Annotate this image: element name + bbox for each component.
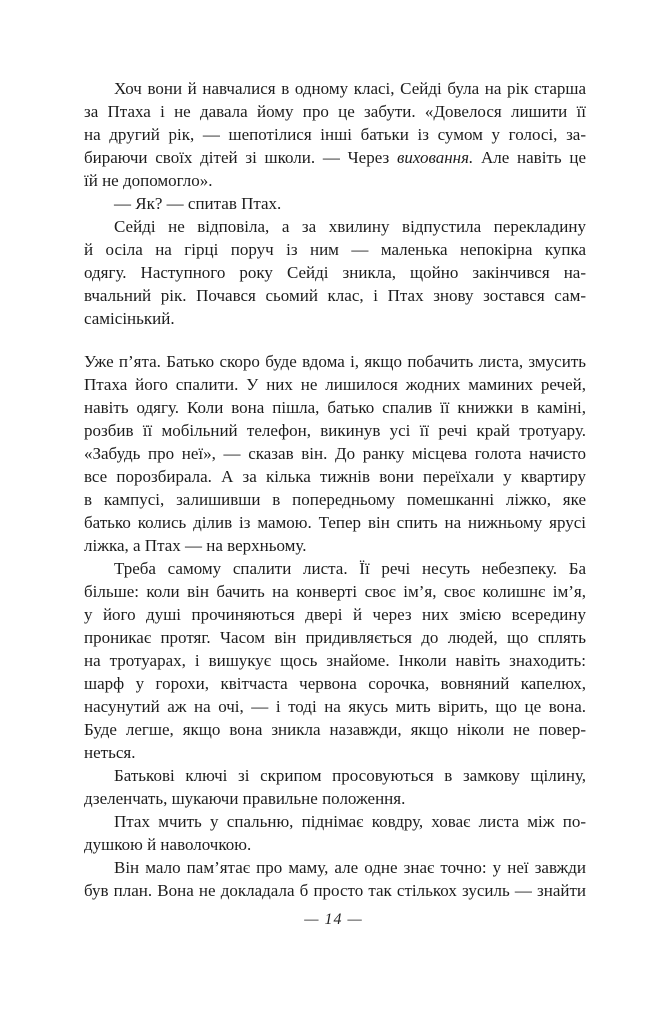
text-run: Він мало пам’ятає про маму, але одне знає точно: у неї завжди bbox=[114, 858, 586, 877]
text-run: Сейді не відповіла, а за хвилину відпустила перекладину bbox=[114, 217, 586, 236]
text-line bbox=[84, 307, 586, 330]
paragraph bbox=[84, 810, 586, 856]
text-run: Але навіть це bbox=[473, 148, 586, 167]
text-run: у його душі прочиняються двері й через них змією всередину bbox=[84, 605, 586, 624]
text-line bbox=[84, 580, 586, 603]
text-line bbox=[84, 695, 586, 718]
text-line bbox=[84, 396, 586, 419]
page-number: — 14 — bbox=[304, 911, 363, 928]
text-line bbox=[84, 261, 586, 284]
text-run: вчальний рік. Почався сьомий клас, і Птах знову зостався сам- bbox=[84, 286, 586, 305]
paragraph bbox=[84, 77, 586, 192]
text-run: Треба самому спалити листа. Її речі несуть небезпеку. Ба bbox=[114, 559, 586, 578]
text-run: дзеленчать, шукаючи правильне положення. bbox=[84, 789, 406, 808]
paragraph bbox=[84, 856, 586, 902]
text-run: неться. bbox=[84, 743, 136, 762]
text-run: насунутий аж на очі, — і тоді на якусь мить вірить, що це вона. bbox=[84, 697, 586, 716]
paragraph bbox=[84, 764, 586, 810]
text-line bbox=[84, 169, 586, 192]
text-line bbox=[84, 465, 586, 488]
text-run: «Забудь про неї», — сказав він. До ранку місцева голота начисто bbox=[84, 444, 586, 463]
text-run: й осіла на гірці поруч із ним — маленька непокірна купка bbox=[84, 240, 586, 259]
text-line bbox=[84, 373, 586, 396]
text-line bbox=[84, 350, 586, 373]
text-run: батько колись ділив із мамою. Тепер він спить на нижньому ярусі bbox=[84, 513, 586, 532]
text-run: Птах мчить у спальню, піднімає ковдру, ховає листа між по- bbox=[114, 812, 586, 831]
text-run: Хоч вони й навчалися в одному класі, Сейді була на рік старша bbox=[114, 79, 586, 98]
text-line bbox=[84, 123, 586, 146]
text-run: проникає протяг. Часом він придивляється до людей, що сплять bbox=[84, 628, 586, 647]
text-run: розбив її мобільний телефон, викинув усі її речі край тротуару. bbox=[84, 421, 586, 440]
text-line bbox=[84, 488, 586, 511]
text-run: бираючи своїх дітей зі школи. — Через bbox=[84, 148, 397, 167]
text-line bbox=[84, 442, 586, 465]
paragraph bbox=[84, 350, 586, 557]
text-run: був план. Вона не докладала б просто так стількох зусиль — знайти bbox=[84, 881, 586, 900]
text-run: навіть одягу. Коли вона пішла, батько спалив її книжки в каміні, bbox=[84, 398, 586, 417]
text-line bbox=[84, 787, 586, 810]
text-run: Батькові ключі зі скрипом просовуються в замкову щілину, bbox=[114, 766, 586, 785]
text-line bbox=[84, 718, 586, 741]
text-line bbox=[84, 238, 586, 261]
text-line bbox=[84, 100, 586, 123]
text-run: Уже п’ята. Батько скоро буде вдома і, якщо побачить листа, змусить bbox=[84, 352, 586, 371]
text-line bbox=[84, 764, 586, 787]
text-line bbox=[84, 672, 586, 695]
text-run: в кампусі, залишивши в попередньому помешканні ліжко, яке bbox=[84, 490, 586, 509]
text-line bbox=[84, 511, 586, 534]
text-run: їй не допомогло». bbox=[84, 171, 213, 190]
text-line bbox=[84, 77, 586, 100]
paragraph bbox=[84, 215, 586, 330]
italic-text: виховання. bbox=[396, 148, 474, 167]
text-run: самісінький. bbox=[84, 309, 175, 328]
text-line bbox=[84, 879, 586, 902]
text-line bbox=[84, 215, 586, 238]
text-run: за Птаха і не давала йому про це забути. «Довелося лишити її bbox=[84, 102, 586, 121]
text-run: на другий рік, — шепотілися інші батьки із сумом у голосі, за- bbox=[84, 125, 586, 144]
text-line bbox=[84, 603, 586, 626]
paragraph bbox=[84, 192, 586, 215]
text-run: Птаха його спалити. У них не лишилося жодних маминих речей, bbox=[84, 375, 586, 394]
text-run: Буде легше, якщо вона зникла назавжди, якщо ніколи не повер- bbox=[84, 720, 586, 739]
text-run: — Як? — спитав Птах. bbox=[114, 194, 282, 213]
text-run: душкою й наволочкою. bbox=[84, 835, 252, 854]
text-line bbox=[84, 741, 586, 764]
text-line bbox=[84, 856, 586, 879]
text-line bbox=[84, 649, 586, 672]
text-run: ліжка, а Птах — на верхньому. bbox=[84, 536, 307, 555]
text-run: одягу. Наступного року Сейді зникла, щойно закінчився на- bbox=[84, 263, 586, 282]
text-line bbox=[84, 833, 586, 856]
text-line bbox=[84, 534, 586, 557]
text-run: на тротуарах, і вишукує щось знайоме. Інколи навіть знаходить: bbox=[84, 651, 586, 670]
text-line bbox=[84, 284, 586, 307]
text-line bbox=[84, 419, 586, 442]
text-line bbox=[84, 626, 586, 649]
text-line bbox=[84, 192, 586, 215]
text-line bbox=[84, 146, 586, 169]
text-run: все порозбирала. А за кілька тижнів вони переїхали у квартиру bbox=[84, 467, 586, 486]
text-line bbox=[84, 557, 586, 580]
paragraph bbox=[84, 557, 586, 764]
text-line bbox=[84, 810, 586, 833]
text-run: більше: коли він бачить на конверті своє ім’я, своє колишнє ім’я, bbox=[84, 582, 586, 601]
page-text bbox=[84, 77, 586, 902]
text-run: шарф у горохи, квітчаста червона сорочка, вовняний капелюх, bbox=[84, 674, 586, 693]
